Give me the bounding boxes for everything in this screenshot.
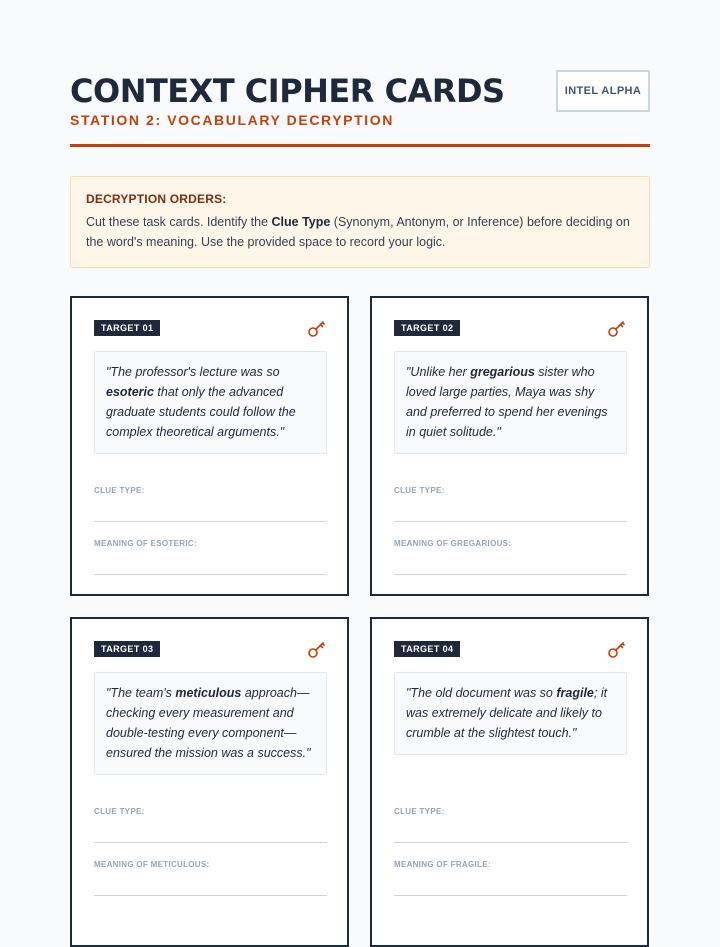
page-subtitle: STATION 2: VOCABULARY DECRYPTION	[70, 112, 394, 128]
meaning-label: MEANING OF FRAGILE:	[394, 860, 491, 869]
meaning-label: MEANING OF ESOTERIC:	[94, 539, 197, 548]
quote-text: "The team's	[106, 686, 176, 700]
clue-type-label: CLUE TYPE:	[394, 486, 445, 495]
task-card	[370, 296, 649, 596]
context-sentence	[94, 672, 327, 775]
meaning-label: MEANING OF METICULOUS:	[94, 860, 210, 869]
clue-type-label: CLUE TYPE:	[94, 486, 145, 495]
meaning-answer-line[interactable]	[94, 574, 327, 575]
quote-text: sister who loved large parties, Maya was shy and preferred to spend her evenings in quiet solitude."	[406, 365, 608, 439]
key-icon	[307, 318, 327, 338]
header-divider	[70, 144, 650, 147]
card-tag: TARGET 01	[94, 320, 160, 336]
orders-text	[86, 212, 634, 252]
context-sentence	[394, 672, 627, 755]
key-icon	[307, 639, 327, 659]
key-icon	[607, 318, 627, 338]
target-word: esoteric	[106, 385, 154, 399]
orders-title: DECRYPTION ORDERS:	[86, 192, 227, 206]
orders-text-end: (Synonym, Antonym, or Inference) before deciding on the word's meaning. Use the provided space to record your logic.	[86, 215, 630, 249]
clue-type-label: CLUE TYPE:	[394, 807, 445, 816]
target-word: fragile	[556, 686, 594, 700]
task-card	[70, 296, 349, 596]
meaning-answer-line[interactable]	[394, 895, 627, 896]
orders-text-emphasis: Clue Type	[271, 215, 331, 229]
task-card	[70, 617, 349, 947]
clue-type-label: CLUE TYPE:	[94, 807, 145, 816]
clue-type-answer-line[interactable]	[394, 521, 627, 522]
clue-type-answer-line[interactable]	[94, 521, 327, 522]
clue-type-answer-line[interactable]	[394, 842, 627, 843]
quote-text: that only the advanced graduate students could follow the complex theoretical arguments."	[106, 385, 296, 439]
card-tag: TARGET 02	[394, 320, 460, 336]
card-tag: TARGET 04	[394, 641, 460, 657]
quote-text: ; it was extremely delicate and likely to crumble at the slightest touch."	[406, 686, 608, 740]
page-title: CONTEXT CIPHER CARDS	[70, 72, 505, 110]
orders-notice	[70, 176, 650, 268]
context-sentence	[94, 351, 327, 454]
context-sentence	[394, 351, 627, 454]
orders-text-start: Cut these task cards. Identify the	[86, 215, 272, 229]
meaning-answer-line[interactable]	[94, 895, 327, 896]
target-word: gregarious	[470, 365, 535, 379]
clue-type-answer-line[interactable]	[94, 842, 327, 843]
meaning-answer-line[interactable]	[394, 574, 627, 575]
intel-badge: INTEL ALPHA	[556, 70, 650, 112]
target-word: meticulous	[175, 686, 242, 700]
quote-text: approach—checking every measurement and double-testing every component—ensured the mission was a success."	[106, 686, 311, 760]
quote-text: "The old document was so	[406, 686, 557, 700]
quote-text: "Unlike her	[406, 365, 471, 379]
quote-text: "The professor's lecture was so	[106, 365, 280, 379]
key-icon	[607, 639, 627, 659]
task-card	[370, 617, 649, 947]
card-tag: TARGET 03	[94, 641, 160, 657]
meaning-label: MEANING OF GREGARIOUS:	[394, 539, 512, 548]
